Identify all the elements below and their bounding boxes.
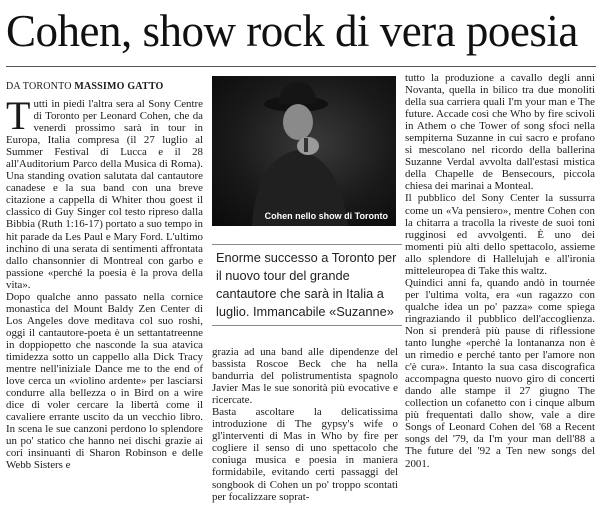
- paragraph: Basta ascoltare la delicatissima introduzione di The gypsy's wife o gl'interventi di Mas in Who by fire per cogliere il senso di uno spettacolo che coniuga musica e poesia in maniera formidabile, evitando certi passaggi del songbook di Cohen un po' troppo scontati per focalizzare soprat-: [212, 406, 398, 503]
- column-3: [405, 72, 595, 510]
- pull-quote: Enorme successo a Toronto per il nuovo tour del grande cantautore che sarà in Italia a luglio. Immancabile «Suzanne»: [212, 244, 402, 326]
- byline-dateline: DA TORONTO: [6, 81, 72, 92]
- paragraph: tutto la produzione a cavallo degli anni Novanta, quella in bilico tra due monoliti della sua carriera quali I'm your man e The future. Accade così che Who by fire scivoli in Athem o che Tower of song sfoci nella sempiterna Suzanne in cui sacro e profano si mescolano nel ricordo della ballerina Suzanne Verdal avvolta dall'estasi mistica della Chapelle de Bensecours, piccola chiesa dei marinai a Monteal.: [405, 72, 595, 193]
- singer-silhouette-icon: [212, 76, 396, 226]
- paragraph: grazia ad una band alle dipendenze del bassista Roscoe Beck che ha nella bandurria del polistrumentista spagnolo Javier Mas le sue sonorità più evocative e ricercate.: [212, 346, 398, 407]
- headline-rule: [6, 66, 596, 67]
- column-1: [6, 80, 203, 510]
- drop-cap: T: [6, 93, 31, 138]
- headline: Cohen, show rock di vera poesia: [6, 6, 578, 56]
- lead-text: utti in piedi l'altra sera al Sony Centre di Toronto per Leonard Cohen, che da venerdì prossimo sarà in tour in Europa, Italia compresa (il 27 luglio al Summer Festival di Lucca e il 28 all'Auditorium Parco della Musica di Roma). Una standing ovation salutata dal cantautore canadese e la sua band con una breve citazione a cappella di Whiter thou goest il classico di Guy Singer col testo ripreso dalla Bibbia (Ruth 1:16-17) portato a suo tempo in hit parade da Les Paul e Mary Ford. L'ultimo inchino di una serata di sentimenti affrontata dallo chansonnier di Montreal con garbo e passione «perché la poesia è la prova della vita».: [6, 98, 203, 291]
- column-2: [212, 346, 398, 510]
- byline-author: MASSIMO GATTO: [74, 81, 164, 92]
- byline: [6, 80, 203, 93]
- article-photo: [212, 76, 396, 226]
- paragraph: Quindici anni fa, quando andò in tournée per l'ultima volta, era «un ragazzo con qualche idea un po' pazza» come spiega ringraziando il pubblico dell'accoglienza. Non si prenderà più pause di riflessione tanto lunghe «perché la lontananza non è un rimedio e perché tanto per l'amore non c'è cura». Intanto la sua casa discografica accompagna questo nuovo giro di concerti dando alle stampe il 27 giugno The collection un cofanetto con i cinque album più frequentati dallo show, vale a dire Songs of Leonard Cohen del '68 a Recent songs del '79, da I'm your man dell'88 a The future del '92 a Ten new songs del 2001.: [405, 276, 595, 470]
- paragraph: Il pubblico del Sony Center la sussurra come un «Va pensiero», mentre Cohen con la chitarra a tracolla la riveste de suoi toni rugginosi ed avvolgenti. È uno dei momenti più alti dello spettacolo, assieme allo splendore di Hallelujah e all'ironia mitteleuropea di Take this waltz.: [405, 192, 595, 277]
- paragraph: Dopo qualche anno passato nella cornice monastica del Mount Baldy Zen Center di Los Angeles dove meditava col suo roshi, oggi il cantautore-poeta è un settantatreenne in doppiopetto che nasconde la sua atavica timidezza sotto un cappello alla Dick Tracy mentre nell'iniziale Dance me to the end of love cerca un «violino ardente» per lasciarsi condurre alla bellezza o in Bird on a wire dice di voler cercare la libertà come il cavaliere errante uscito da un vecchio libro. In scena le sue canzoni perdono lo splendore un po' statico che hanno nei dischi grazie ai cori insinuanti di Sharon Robinson e delle Webb Sisters e: [6, 290, 203, 472]
- lead-paragraph: [6, 93, 203, 291]
- photo-caption: Cohen nello show di Toronto: [264, 211, 388, 221]
